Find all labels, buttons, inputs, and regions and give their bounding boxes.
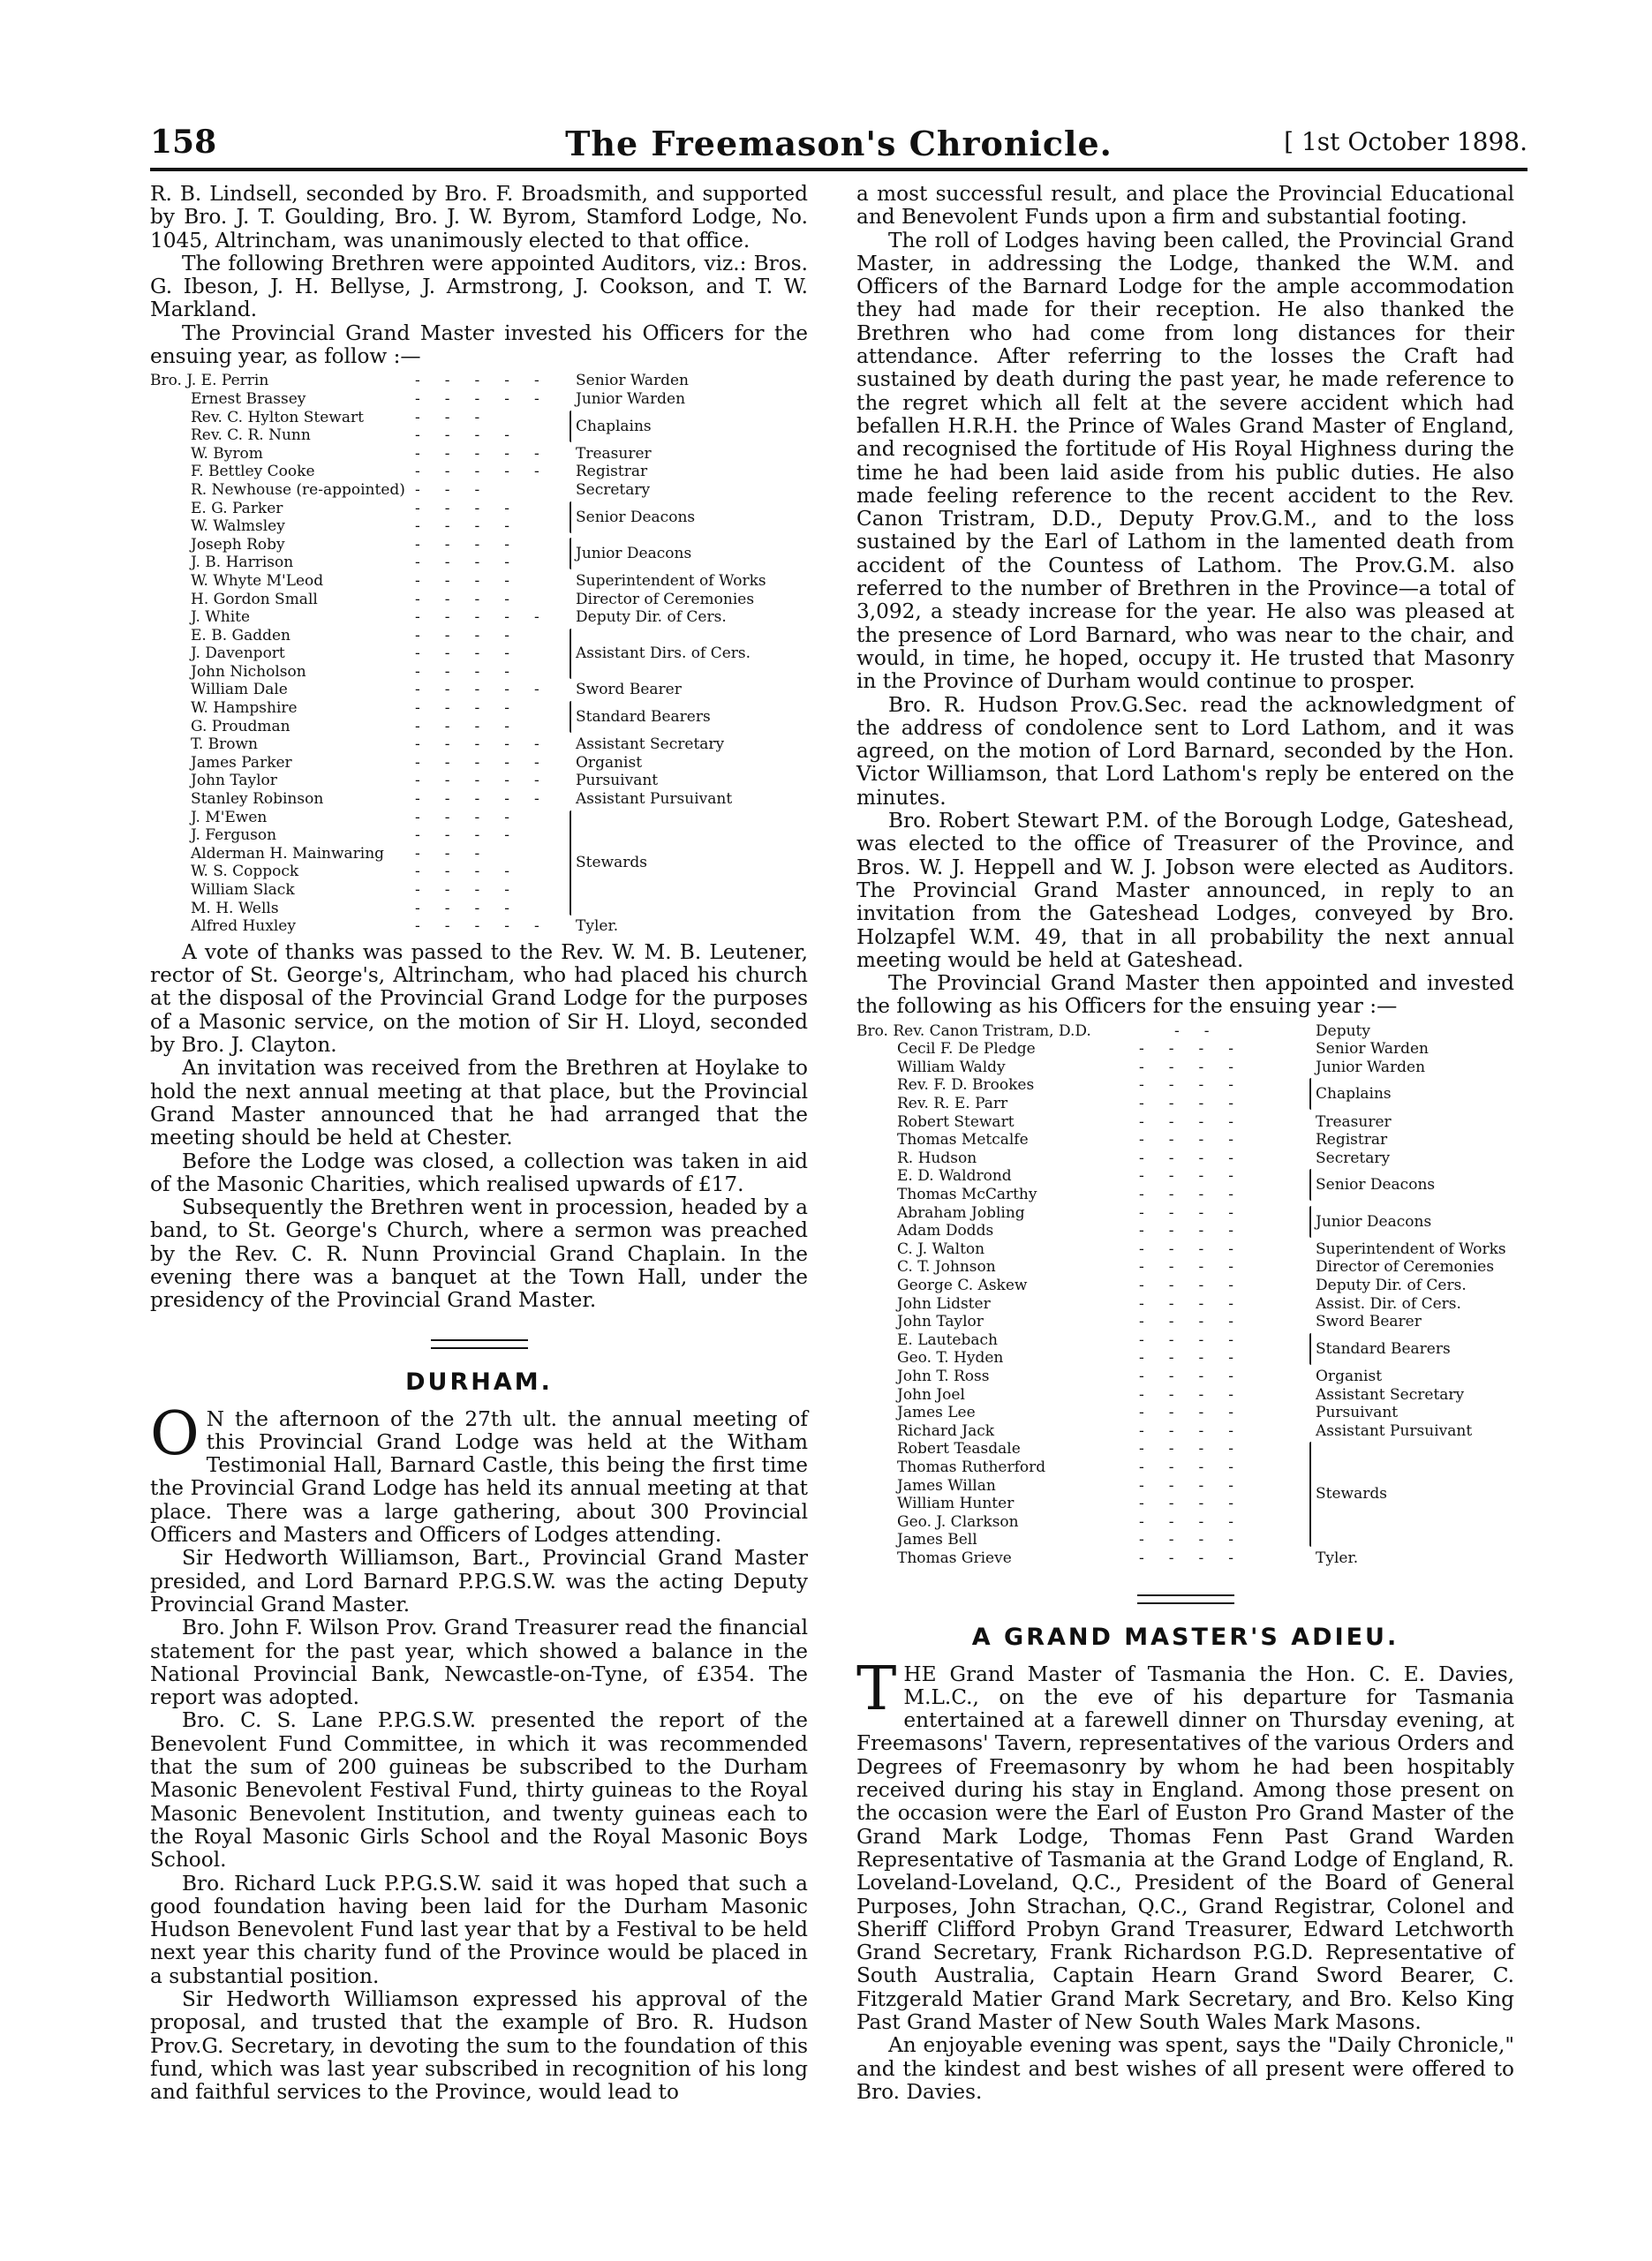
paragraph: a most successful result, and place the Provincial Educational and Benevolent Funds upon a firm and substantial footing. [856, 182, 1514, 230]
page-header [150, 124, 1528, 166]
list-item: Richard Jack ---- Assistant Pursuivant [897, 1421, 1473, 1440]
list-group: J. M'Ewen ---- J. Ferguson ---- Alderman H. Mainwaring --- W. S. Coppock ---- William Slack ---- M. H. Wells ---- Stewards [191, 808, 647, 917]
list-group: E. D. Waldrond ---- Thomas McCarthy ---- Senior Deacons [897, 1167, 1436, 1204]
list-item: F. Bettley Cooke ----- Registrar [191, 463, 648, 481]
page-number: 158 [150, 124, 217, 161]
list-item: W. Byrom ----- Treasurer [191, 444, 652, 463]
paragraph: Sir Hedworth Williamson, Bart., Provincial Grand Master presided, and Lord Barnard P.P.G.S.W. was the acting Deputy Provincial Grand Master. [150, 1546, 808, 1617]
drop-cap: T [856, 1654, 897, 1724]
list-item: Thomas Metcalfe ---- Registrar [897, 1131, 1388, 1149]
list-item: William Dale ----- Sword Bearer [191, 681, 682, 699]
list-item: John Joel ---- Assistant Secretary [897, 1385, 1465, 1404]
left-column [150, 183, 808, 2104]
list-item: James Parker ----- Organist [191, 753, 643, 772]
drop-cap: O [150, 1398, 200, 1469]
list-item: R. Newhouse (re-appointed) --- Secretary [191, 480, 651, 499]
masthead-title: The Freemason's Chronicle. [565, 124, 1113, 163]
list-item: Thomas Grieve ---- Tyler. [897, 1549, 1359, 1567]
paragraph: The Provincial Grand Master invested his Officers for the ensuing year, as follow :— [150, 320, 808, 369]
list-item: Robert Stewart ---- Treasurer [897, 1112, 1392, 1131]
list-item: Stanley Robinson ----- Assistant Pursuivant [191, 790, 733, 809]
right-column [856, 183, 1514, 2104]
list-item: James Lee ---- Pursuivant [897, 1404, 1399, 1422]
list-group: E. B. Gadden ---- J. Davenport ---- John Nicholson ---- Assistant Dirs. of Cers. [191, 626, 751, 681]
section-heading-durham: DURHAM. [405, 1368, 553, 1396]
list-item: John Taylor ---- Sword Bearer [897, 1313, 1422, 1331]
cheshire-officers-list [150, 372, 808, 935]
issue-date: [ 1st October 1898. [1284, 127, 1528, 156]
list-item: John T. Ross ---- Organist [897, 1367, 1383, 1385]
list-group: Joseph Roby ---- J. B. Harrison ---- Junior Deacons [191, 535, 692, 572]
paragraph: R. B. Lindsell, seconded by Bro. F. Broadsmith, and supported by Bro. J. T. Goulding, Bro. J. W. Byrom, Stamford Lodge, No. 1045, Altrincham, was unanimously elected to that office. [150, 182, 808, 252]
list-group: E. Lautebach ---- Geo. T. Hyden ---- Standard Bearers [897, 1330, 1451, 1368]
paragraph: The Provincial Grand Master then appointed and invested the following as his Officers for the ensuing year :— [856, 971, 1514, 1019]
list-item: Ernest Brassey ----- Junior Warden [191, 389, 686, 408]
list-item: W. Whyte M'Leod ---- Superintendent of Works [191, 571, 766, 590]
list-item: John Lidster ---- Assist. Dir. of Cers. [897, 1294, 1461, 1313]
list-item: Bro. Rev. Canon Tristram, D.D. -- Deputy [856, 1021, 1370, 1040]
list-item: Alfred Huxley ----- Tyler. [191, 917, 619, 936]
header-rule [150, 168, 1528, 171]
paragraph: THE Grand Master of Tasmania the Hon. C. E. Davies, M.L.C., on the eve of his departure for Tasmania entertained at a farewell dinner on Thursday evening, at Freemasons' Tavern, representatives of the various Orders and Degrees of Freemasonry by whom he had been hospitably received during his stay in England. Among those present on the occasion were the Earl of Euston Pro Grand Master of the Grand Mark Lodge, Thomas Fenn Past Grand Warden Representative of Tasmania at the Grand Lodge of England, R. Loveland-Loveland, Q.C., President of the Board of General Purposes, John Strachan, Q.C., Grand Registrar, Colonel and Sheriff Clifford Probyn Grand Treasurer, Edward Letchworth Grand Secretary, Frank Richardson P.G.D. Representative of South Australia, Captain Hearn Grand Sword Bearer, C. Fitzgerald Matier Grand Mark Secretary, and Bro. Kelso King Past Grand Master of New South Wales Mark Masons. [856, 1654, 1514, 2034]
list-item: Bro. J. E. Perrin ----- Senior Warden [150, 372, 690, 390]
list-item: William Waldy ---- Junior Warden [897, 1058, 1426, 1076]
list-item: R. Hudson ---- Secretary [897, 1149, 1391, 1167]
section-heading-adieu: A GRAND MASTER'S ADIEU. [971, 1623, 1399, 1651]
list-group: Rev. F. D. Brookes ---- Rev. R. E. Parr ---- Chaplains [897, 1076, 1392, 1113]
list-group: Rev. C. Hylton Stewart --- Rev. C. R. Nunn ---- Chaplains [191, 408, 652, 445]
durham-officers-list [856, 1022, 1514, 1568]
paragraph: O N the afternoon of the 27th ult. the annual meeting of this Provincial Grand Lodge was held at the Witham Testimonial Hall, Barnard Castle, this being the first time the Provincial Grand Lodge has held its annual meeting at that place. There was a large gathering, about 300 Provincial Officers and Masters and Officers of Lodges attending. [150, 1398, 808, 1548]
paragraph: A vote of thanks was passed to the Rev. W. M. B. Leutener, rector of St. George's, Altrincham, who had placed his church at the disposal of the Provincial Grand Lodge for the purposes of a Masonic service, on the motion of Sir H. Lloyd, seconded by Bro. J. Clayton. [150, 939, 808, 1058]
section-divider [1137, 1594, 1234, 1604]
paragraph: Bro. Richard Luck P.P.G.S.W. said it was hoped that such a good foundation having been laid for the Durham Masonic Hudson Benevolent Fund last year that by a Festival to be held next year this charity fund of the Province would be placed in a substantial position. [150, 1871, 808, 1988]
list-item: John Taylor ----- Pursuivant [191, 772, 659, 790]
list-group: W. Hampshire ---- G. Proudman ---- Standard Bearers [191, 699, 711, 735]
list-item: C. J. Walton ---- Superintendent of Works [897, 1240, 1506, 1258]
list-group: Robert Teasdale ---- Thomas Rutherford ---- James Willan ---- William Hunter ---- Geo. J. Clarkson ---- James Bell ---- Stewards [897, 1440, 1387, 1549]
paragraph: Bro. R. Hudson Prov.G.Sec. read the acknowledgment of the address of condolence sent to Lord Lathom, and it was agreed, on the motion of Lord Barnard, seconded by the Hon. Victor Williamson, that Lord Lathom's reply be entered on the minutes. [856, 692, 1514, 810]
list-item: Cecil F. De Pledge ---- Senior Warden [897, 1040, 1429, 1059]
paragraph: An invitation was received from the Brethren at Hoylake to hold the next annual meeting at that place, but the Provincial Grand Master announced that he had arranged that the meeting should be held at Chester. [150, 1056, 808, 1150]
paragraph: Subsequently the Brethren went in procession, headed by a band, to St. George's Church, where a sermon was preached by the Rev. C. R. Nunn Provincial Grand Chaplain. In the evening there was a banquet at the Town Hall, under the presidency of the Provincial Grand Master. [150, 1195, 808, 1313]
list-item: H. Gordon Small ---- Director of Ceremonies [191, 590, 755, 608]
paragraph: Sir Hedworth Williamson expressed his approval of the proposal, and trusted that the example of Bro. R. Hudson Prov.G. Secretary, in devoting the sum to the foundation of this fund, which was last year subscribed in recognition of his long and faithful services to the Province, would lead to [150, 1987, 808, 2105]
list-item: C. T. Johnson ---- Director of Ceremonies [897, 1258, 1495, 1277]
paragraph: Before the Lodge was closed, a collection was taken in aid of the Masonic Charities, which realised upwards of £17. [150, 1149, 808, 1196]
list-item: George C. Askew ---- Deputy Dir. of Cers. [897, 1277, 1467, 1294]
list-group: E. G. Parker ---- W. Walmsley ---- Senior Deacons [191, 499, 696, 536]
paragraph: Bro. John F. Wilson Prov. Grand Treasurer read the financial statement for the past year, which showed a balance in the National Provincial Bank, Newcastle-on-Tyne, of £354. The report was adopted. [150, 1616, 808, 1710]
list-item: J. White ----- Deputy Dir. of Cers. [191, 608, 727, 627]
list-group: Abraham Jobling ---- Adam Dodds ---- Junior Deacons [897, 1203, 1432, 1240]
paragraph: Bro. Robert Stewart P.M. of the Borough Lodge, Gateshead, was elected to the office of Treasurer of the Province, and Bros. W. J. Heppell and W. J. Jobson were elected as Auditors. The Provincial Grand Master announced, in reply to an invitation from the Gateshead Lodges, conveyed by Bro. Holzapfel W.M. 49, that in all probability the next annual meeting would be held at Gateshead. [856, 809, 1514, 972]
paragraph: The following Brethren were appointed Auditors, viz.: Bros. G. Ibeson, J. H. Bellyse, J. Armstrong, J. Cookson, and T. W. Markland. [150, 251, 808, 322]
paragraph: The roll of Lodges having been called, the Provincial Grand Master, in addressing the Lodge, thanked the W.M. and Officers of the Barnard Lodge for the ample accommodation they had made for their reception. He also thanked the Brethren who had come from long distances for their attendance. After referring to the losses the Craft had sustained by death during the past year, he made reference to the regret which all felt at the severe accident which had befallen H.R.H. the Prince of Wales Grand Master of England, and recognised the fortitude of His Royal Highness during the time he had been laid aside from his public duties. He also made feeling reference to the recent accident to the Rev. Canon Tristram, D.D., Deputy Prov.G.M., and to the loss sustained by the Earl of Lathom in the lamented death from accident of the Countess of Lathom. The Prov.G.M. also referred to the number of Brethren in the Province—a total of 3,092, a steady increase for the year. He also was pleased at the presence of Lord Barnard, who was near to the chair, and would, in time, he hoped, occupy it. He trusted that Masonry in the Province of Durham would continue to prosper. [856, 228, 1514, 694]
paragraph: An enjoyable evening was spent, says the "Daily Chronicle," and the kindest and best wishes of all present were offered to Bro. Davies. [856, 2033, 1514, 2104]
section-divider [431, 1339, 528, 1349]
paragraph: Bro. C. S. Lane P.P.G.S.W. presented the report of the Benevolent Fund Committee, in which it was recommended that the sum of 200 guineas be subscribed to the Durham Masonic Benevolent Festival Fund, thirty guineas to the Royal Masonic Benevolent Institution, and twenty guineas each to the Royal Masonic Girls School and the Royal Masonic Boys School. [150, 1708, 808, 1873]
list-item: T. Brown ----- Assistant Secretary [191, 735, 725, 754]
